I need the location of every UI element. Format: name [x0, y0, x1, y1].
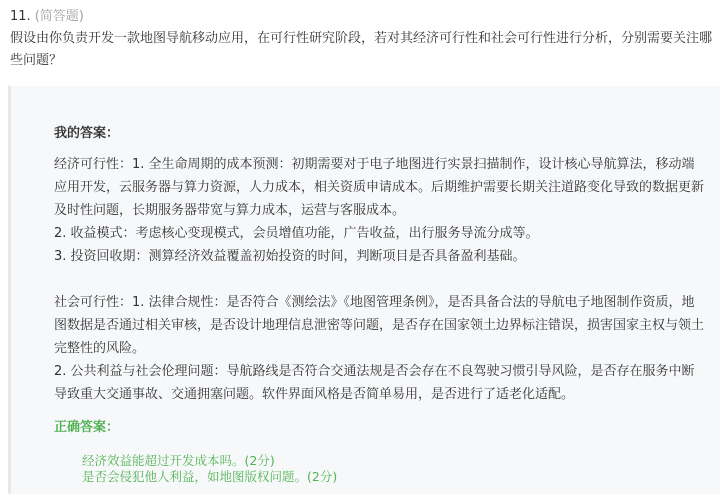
- question-type: (简答题): [34, 9, 84, 24]
- question-header: [10, 6, 716, 28]
- my-answer-title: 我的答案：: [54, 126, 120, 141]
- paragraph-spacer: [54, 268, 704, 291]
- social-paragraph-1: 社会可行性：1. 法律合规性：是否符合《测绘法》《地图管理条例》，是否具备合法的导航电子地图制作资质，地图数据是否通过相关审核，是否设计地理信息泄密等问题，是否存在国家领土边界标注错误，损害国家主权与领土完整性的风险。: [54, 295, 705, 356]
- correct-answer-item: 是否会侵犯他人利益，如地图版权问题。(2分): [82, 469, 338, 484]
- answer-panel: [8, 86, 720, 494]
- answer-content: [54, 122, 704, 485]
- economic-paragraph-3: 3. 投资回收期：测算经济效益覆盖初始投资的时间，判断项目是否具备盈利基础。: [54, 249, 526, 264]
- economic-paragraph-2: 2. 收益模式：考虑核心变现模式，会员增值功能，广告收益，出行服务导流分成等。: [54, 226, 539, 241]
- question-block: [10, 6, 716, 72]
- correct-answer-item: 经济效益能超过开发成本吗。(2分): [82, 453, 275, 468]
- question-stem: 假设由你负责开发一款地图导航移动应用，在可行性研究阶段，若对其经济可行性和社会可行性进行分析，分别需要关注哪些问题？: [10, 31, 713, 68]
- correct-answer-list: [82, 453, 704, 485]
- correct-answer-title: 正确答案：: [54, 420, 120, 435]
- economic-paragraph-1: 经济可行性：1. 全生命周期的成本预测：初期需要对于电子地图进行实景扫描制作，设计核心导航算法，移动端应用开发，云服务器与算力资源，人力成本，相关资质申请成本。后期维护需要长期关注道路变化导致的数据更新及时性问题，长期服务器带宽与算力成本，运营与客服成本。: [54, 157, 705, 218]
- question-number: 11.: [10, 9, 31, 24]
- social-paragraph-2: 2. 公共利益与社会伦理问题：导航路线是否符合交通法规是否会存在不良驾驶习惯引导风险，是否存在服务中断导致重大交通事故、交通拥塞问题。软件界面风格是否简单易用，是否进行了适老化适配。: [54, 364, 695, 402]
